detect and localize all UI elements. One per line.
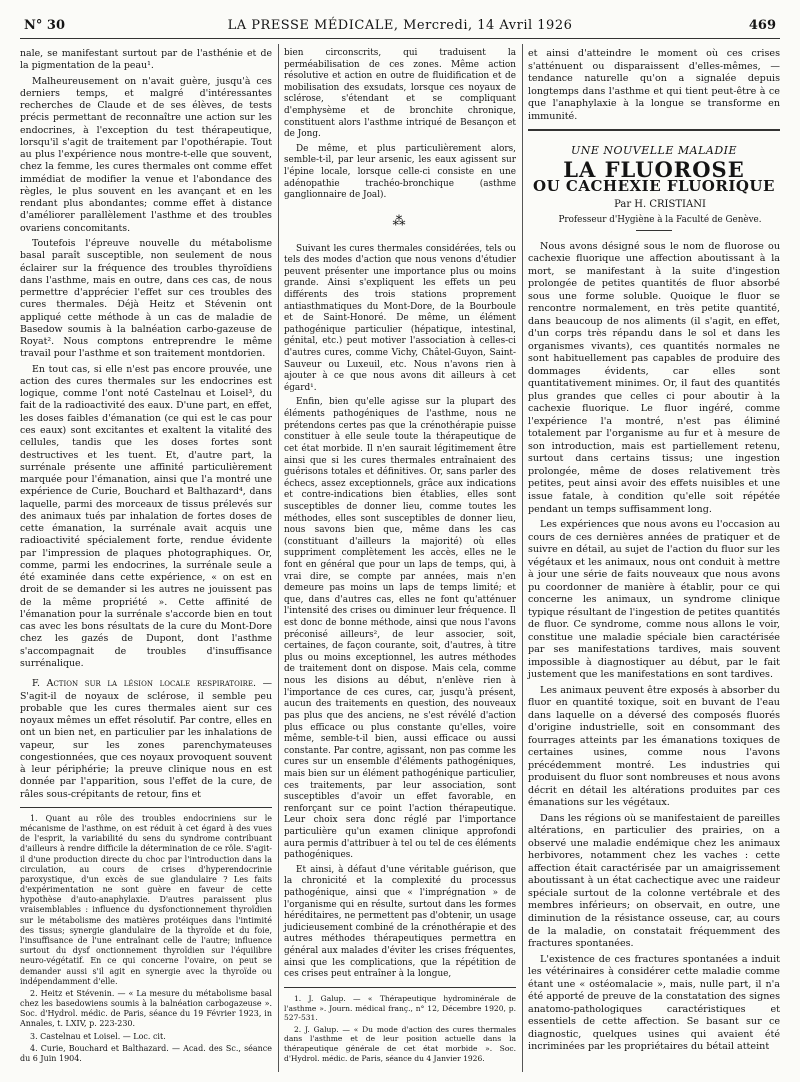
journal-title: LA PRESSE MÉDICALE, Mercredi, 14 Avril 1926 [227,18,573,33]
article-kicker: UNE NOUVELLE MALADIE [570,144,738,158]
column-divider-1 [278,44,279,1072]
author-affiliation: Professeur d'Hygiène à la Faculté de Genève. [558,215,762,226]
paragraph: bien circonscrits, qui traduisent la perméabilisation de ces zones. Même action résolutive et action en outre de fluidification et de mobilisation des exsudats, lorsque ces noyaux de sclérose, s'étendant et se compliquant d'emphysème et de bronchite chronique, constituent alors l'asthme intriqué de Besançon et de Jong. [284,48,516,140]
paragraph: Et ainsi, à défaut d'une véritable guérison, que la chronicité et la complexité du processus pathogénique, ainsi que « l'imprégnation » de l'organisme qui en résulte, surtout dans les formes héréditaires, ne permettent pas d'obtenir, un usage judicieusement combiné de la crénothérapie et des autres méthodes thérapeutiques permettra en général aux malades d'éviter les crises fréquentes, ainsi que les complications, que la répétition de ces crises peut entraîner à la longue, [284,864,517,980]
short-rule [636,230,672,231]
paragraph: Suivant les cures thermales considérées, tels ou tels des modes d'action que nous venons d'étudier peuvent présenter une importance plus ou moins grande. Ainsi s'expliquent les effets un peu différents des trois stations proprement antiasthmatiques du Mont-Dore, de la Bourboule et de Saint-Honoré. De même, un élément pathogénique particulier (hépatique, intestinal, génital, etc.) peut motiver l'association à celles-ci d'autres cures, comme Vichy, Châtel-Guyon, Saint-Sauveur ou Luxeuil, etc. Nous n'avons rien à ajouter à ce que nous avons dit ailleurs à cet égard¹. [284,243,516,393]
issue-number: N° 30 [24,18,65,33]
section-separator: ⁂ [392,213,408,229]
footnote-rule [284,987,516,988]
article-byline: Par H. CRISTIANI [614,198,706,210]
page-number: 469 [748,18,776,33]
paragraph: L'existence de ces fractures spontanées a induit les vétérinaires à considérer cette maladie comme étant une « ostéomalacie », mais, nulle part, il n'a été apporté de preuve de la constatation des signes anatomo-pathologiques caractéristiques et essentiels de cette affection. Se basant sur ce diagnostic, quelques usines qui avaient été incriminées par les propriétaires du bétail atteint [528,953,780,1053]
paragraph: Nous avons désigné sous le nom de fluorose ou cachexie fluorique une affection aboutissant à la mort, se manifestant à la suite d'ingestion prolongée de petites quantités de fluor absorbé sous une forme soluble. Quoique le fluor se rencontre normalement, en très petite quantité, dans beaucoup de nos aliments (il s'agit, en effet, d'un corps très répandu dans le sol et dans les organismes vivants), ces quantités normales ne sont habituellement pas capables de produire des dommages évidents, car elles sont quantitativement minimes. Or, il faut des quantités plus grandes que celles ci pour aboutir à la cachexie fluorique. Le fluor ingéré, comme l'expérience l'a montré, n'est pas éliminé totalement par l'organisme au fur et à mesure de son introduction, mais est partiellement retenu, surtout dans certains tissus; une ingestion prolongée, même de doses relativement très petites, peut ainsi avoir des effets nuisibles et une issue fatale, à condition qu'elle soit répétée pendant un temps suffisamment long. [528,240,780,515]
paragraph: En tout cas, si elle n'est pas encore prouvée, une action des cures thermales sur les endocrines est logique, comme l'ont noté Castelnau et Loisel³, du fait de la radioactivité des eaux. D'une part, en effet, les doses faibles d'émanation (ce qui est le cas pour ces eaux) sont excitantes et exaltent la vitalité des cellules, tandis que les doses fortes sont destructives et les tuent. Et, d'autre part, la surrénale présente une affinité particulièrement marquée pour l'émanation, ainsi que l'a montré une expérience de Curie, Bouchard et Balthazard⁴, dans laquelle, parmi des morceaux de tissus prélevés sur des animaux tués par inhalation de fortes doses de cette émanation, la surrénale avait acquis une radioactivité spécialement forte, rendue évidente par l'impression de plaques photographiques. Or, comme, parmi les endocrines, la surrénale seule a été examinée dans cette expérience, « on est en droit de se demander si les autres ne jouissent pas de la même propriété ». Cette affinité de l'émanation pour la surrénale s'accorde bien en tout cas avec les bons résultats de la cure du Mont-Dore chez les gazés de Dupont, dont l'asthme s'accompagnait de troubles d'insuffisance surrénalique. [20,363,272,670]
column-3 [528,48,780,1057]
footnote: 2. J. Galup. — « Du mode d'action des cures thermales dans l'asthme et de leur position actuelle dans la thérapeutique générale de cet état morbide ». Soc. d'Hydrol. médic. de Paris, séance du 4 Janvier 1926. [284,1024,516,1063]
paragraph: Les expériences que nous avons eu l'occasion au cours de ces dernières années de pratiquer et de suivre en détail, au sujet de l'action du fluor sur les végétaux et les animaux, nous ont conduit à mettre à jour une série de faits nouveaux que nous avons pu coordonner de manière à établir, pour ce qui concerne les animaux, un syndrome clinique typique résultant de l'ingestion de petites quantités de fluor. Ce syndrome, comme nous allons le voir, constitue une maladie spéciale bien caractérisée par ses manifestations tardives, mais souvent impossible à diagnostiquer au début, par le fait justement que les manifestations en sont tardives. [528,519,780,681]
section-heading: F. Action sur la lésion locale respiratoire. [32,678,256,690]
paragraph: Les animaux peuvent être exposés à absorber du fluor en quantité toxique, soit en buvant de l'eau dans laquelle on a déversé des composés fluorés d'origine industrielle, soit en consommant des fourrages atteints par les émanations toxiques de certaines usines, comme nous l'avons précédemment montré. Les industries qui produisent du fluor sont nombreuses et nous avons décrit en détail les altérations produites par ces émanations sur les végétaux. [528,684,780,809]
footnote: 2. Heitz et Stévenin. — « La mesure du métabolisme basal chez les basedowiens soumis à la balnéation carbogazeuse ». Soc. d'Hydrol. médic. de Paris, séance du 19 Février 1923, in Annales, t. LXIV, p. 223-230. [20,988,272,1029]
article-subtitle: OU CACHEXIE FLUORIQUE [533,177,775,196]
paragraph: Dans les régions où se manifestaient de pareilles altérations, en particulier des prairies, on a observé une maladie endémique chez les animaux herbivores, notamment chez les vaches : cette affection était caractérisée par un amaigrissement aboutissant à un état cachectique avec une raideur spéciale surtout de la colonne vertébrale et des membres inférieurs; on observait, en outre, une diminution de la résistance osseuse, car, au cours de la maladie, on constatait fréquemment des fractures spontanées. [528,812,780,950]
column-divider-2 [522,44,523,1072]
footnote: 1. J. Galup. — « Thérapeutique hydrominérale de l'asthme ». Journ. médical franç., n° 12, Décembre 1920, p. 527-531. [284,993,516,1023]
footnote: 4. Curie, Bouchard et Balthazard. — Acad. des Sc., séance du 6 Juin 1904. [20,1043,272,1063]
paragraph: et ainsi d'atteindre le moment où ces crises s'atténuent ou disparaissent d'elles-mêmes, — tendance naturelle qu'on a signalée depuis longtemps dans l'asthme et qui tient peut-être à ce que l'anaphylaxie à la longue se transforme en immunité. [528,48,780,122]
article-divider [528,129,780,131]
paragraph: Malheureusement on n'avait guère, jusqu'à ces derniers temps, et malgré d'intéressantes recherches de Claude et de ses élèves, de tests précis permettant de reconnaître une action sur les endocrines, à l'exception du test thérapeutique, lorsqu'il s'agit de traitement par l'opothérapie. Tout au plus l'expérience nous montre-t-elle que souvent, chez la femme, les cures thermales ont comme effet immédiat de modifier la venue et l'abondance des règles, le plus souvent en les avançant et en les rendant plus abondantes; comme effet à distance d'améliorer parallèlement l'asthme et des troubles ovariens concomitants. [20,75,272,234]
footnotes [284,994,516,1063]
running-header [20,16,780,39]
paragraph: Enfin, bien qu'elle agisse sur la plupart des éléments pathogéniques de l'asthme, nous ne prétendons certes pas que la crénothérapie puisse constituer à elle seule toute la thérapeutique de cet état morbide. Il n'en saurait légitimement être ainsi que si les cures thermales entraînaient des guérisons totales et définitives. Or, sans parler des échecs, assez exceptionnels, grâce aux indications et contre-indications bien établies, elles sont susceptibles de donner lieu, comme toutes les méthodes, elles sont susceptibles de donner lieu, nous savons bien que, même dans les cas (constituant d'ailleurs la majorité) où elles suppriment complètement les accès, elles ne le font en général que pour un laps de temps, qui, à vrai dire, se compte par années, mais n'en demeure pas moins un laps de temps limité; et que, dans d'autres cas, elles ne font qu'atténuer l'intensité des crises ou diminuer leur fréquence. Il est donc de bonne méthode, ainsi que nous l'avons préconisé ailleurs², de leur associer, soit, certaines, de façon courante, soit, d'autres, à titre plus ou moins exceptionnel, les autres méthodes de traitement dont on dispose. Mais cela, comme nous les disions au début, n'enlève rien à l'importance de ces cures, car, jusqu'à présent, aucun des traitements en question, des nouveaux pas plus que des anciens, ne s'est révélé d'action plus efficace ou plus constante qu'elles, voire même, semble-t-il bien, aussi efficace ou aussi constante. Par contre, agissant, non pas comme les cures sur un ensemble d'éléments pathogéniques, mais bien sur un élément pathogénique particulier, ces traitements, par leur association, sont susceptibles d'avoir un effet favorable, en renforçant sur ce point l'action thérapeutique. Leur choix sera donc réglé par l'importance particulière qu'un examen clinique approfondi aura permis d'attribuer à tel ou tel de ces éléments pathogéniques. [284,397,516,861]
column-1 [20,48,272,1066]
footnote-rule [20,807,272,808]
paragraph: — S'agit-il de noyaux de sclérose, il semble peu probable que les cures thermales aient sur ces noyaux mêmes un effet résolutif. Par contre, elles en ont un bien net, en particulier par les inhalations de vapeur, sur les zones parenchymateuses congestionnées, que ces noyaux provoquent souvent à leur périphérie; la preuve clinique nous en est donnée par l'apparition, sous l'effet de la cure, de râles sous-crépitants de retour, fins et [20,678,272,800]
paragraph: De même, et plus particulièrement alors, semble-t-il, par leur arsenic, les eaux agissent sur l'épine locale, lorsque celle-ci consiste en une adénopathie trachéo-bronchique (asthme ganglionnaire de Joal). [284,143,516,201]
paragraph: Toutefois l'épreuve nouvelle du métabolisme basal paraît susceptible, non seulement de nous éclairer sur la fréquence des troubles thyroïdiens dans l'asthme, mais en outre, dans ces cas, de nous permettre d'apprécier l'effet sur ces troubles des cures thermales. Déjà Heitz et Stévenin ont appliqué cette méthode à un cas de maladie de Basedow soumis à la balnéation carbo-gazeuse de Royat². Nous comptons entreprendre le même travail pour l'asthme et son traitement montdorien. [20,237,272,360]
footnote: 3. Castelnau et Loisel. — Loc. cit. [30,1031,166,1041]
footnotes [20,814,272,1064]
footnote: 1. Quant au rôle des troubles endocriniens sur le mécanisme de l'asthme, on est réduit à cet égard à des vues de l'esprit, la variabilité du sens du syndrome contribuant d'ailleurs à rendre difficile la détermination de ce rôle. S'agit-il d'une production directe du choc par l'introduction dans la circulation, au cours de crises d'hyperendocrinie paroxystique, d'un excès de sue glandulaire ? Les faits d'expérimentation ne sont guère en faveur de cette hypothèse d'auto-anaphylaxie. D'autres paraissent plus vraisemblables : influence du dysfonctionnement thyroïdien sur le métabolisme des matières protéiques dans l'intimité des tissus; synergie glandulaire de la thyroïde et du foie, l'insuffisance de l'une entraînant celle de l'autre; influence surtout du dysf onctionnement thyroïdien sur l'équilibre neuro-végétatif. En ce qui concerne l'ovaire, on peut se demander aussi s'il agit en synergie avec la thyroïde ou indépendamment d'elle. [20,813,272,986]
article-title: LA FLUOROSE [563,156,745,182]
column-2 [284,48,516,1065]
paragraph: nale, se manifestant surtout par de l'asthénie et de la pigmentation de la peau¹. [20,48,272,72]
